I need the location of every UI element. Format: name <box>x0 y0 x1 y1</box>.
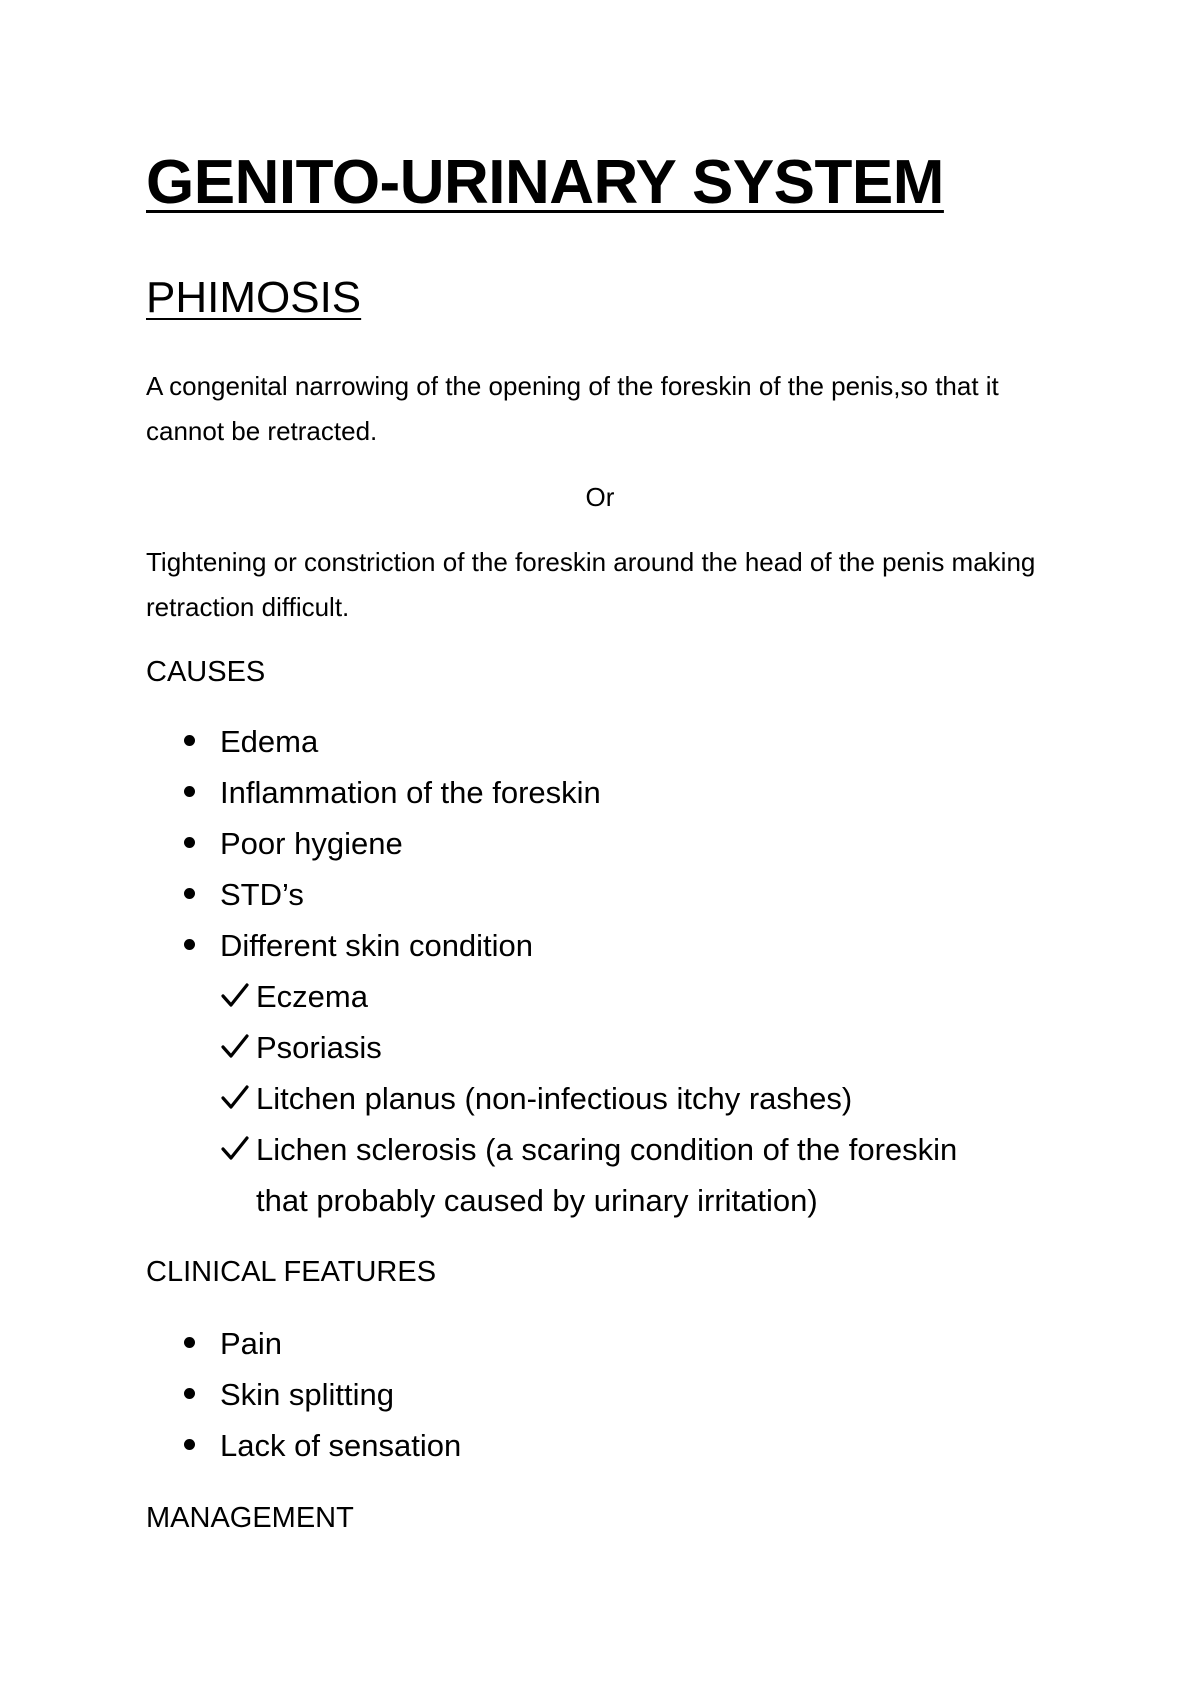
bullet-dot-icon <box>184 1439 195 1450</box>
checkmark-icon <box>220 1032 250 1062</box>
bullet-dot-icon <box>184 786 195 797</box>
bullet-dot-icon <box>184 735 195 746</box>
checkmark-icon <box>220 981 250 1011</box>
separator-or: Or <box>585 482 615 512</box>
checkmark-icon <box>220 1083 250 1113</box>
clinical-features-heading: CLINICAL FEATURES <box>146 1256 437 1288</box>
checkmark-icon <box>220 1134 250 1164</box>
causes-heading: CAUSES <box>146 656 266 688</box>
sub-list-item-lichen: Lichen sclerosis (a scaring condition of the foreskin that probably caused by urinary irritation) <box>220 1134 1100 1244</box>
bullet-dot-icon <box>184 1388 195 1399</box>
bullet-dot-icon <box>184 888 195 899</box>
definition-paragraph-2: Tightening or constriction of the foreskin around the head of the penis making retraction difficult. <box>146 547 1036 622</box>
clinical-features-list: Pain Skin splitting Lack of sensation <box>184 1328 1084 1488</box>
bullet-dot-icon <box>184 939 195 950</box>
definition-paragraph-1: A congenital narrowing of the opening of the foreskin of the penis,so that it cannot be retracted. <box>146 371 999 446</box>
management-heading: MANAGEMENT <box>146 1502 354 1534</box>
bullet-dot-icon <box>184 837 195 848</box>
bullet-dot-icon <box>184 1337 195 1348</box>
causes-list: Edema Inflammation of the foreskin Poor hygiene STD’s Different skin condition Eczema Psoriasis Litchen planus (non-infectious itchy rashes) <box>184 726 1084 1146</box>
document-title: GENITO-URINARY SYSTEM <box>146 148 944 217</box>
section-title-phimosis: PHIMOSIS <box>146 273 362 322</box>
